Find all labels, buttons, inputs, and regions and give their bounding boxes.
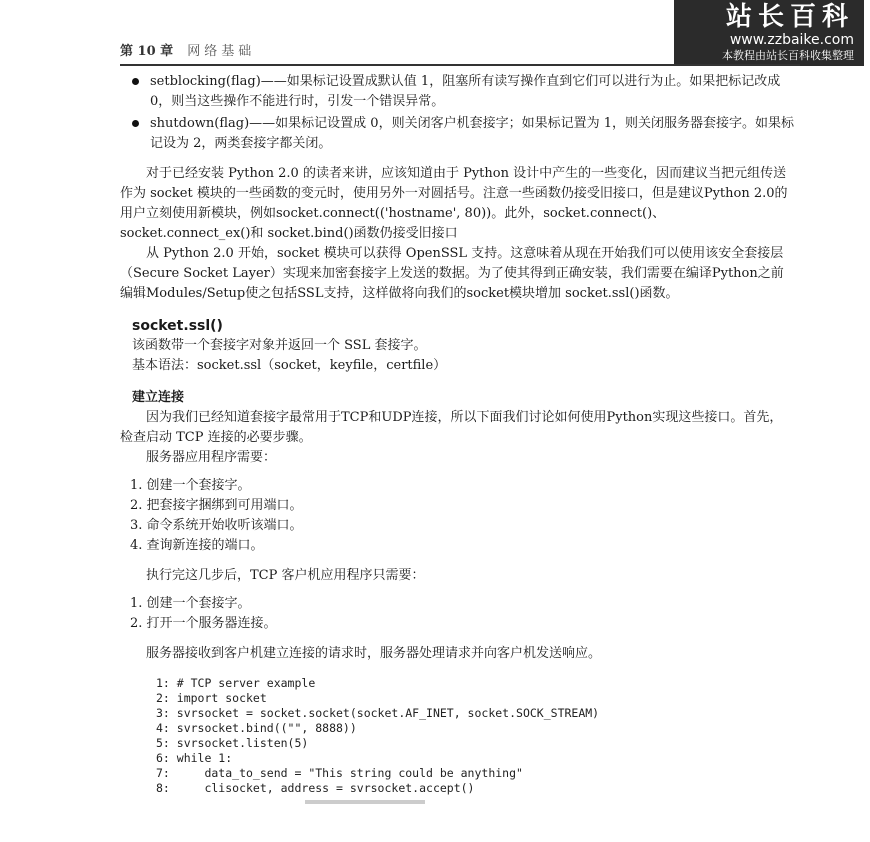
paragraph: 服务器接收到客户机建立连接的请求时，服务器处理请求并向客户机发送响应。 [146, 646, 602, 661]
chapter-label: 第 10 章 [120, 44, 174, 59]
function-title: socket.ssl() [132, 318, 223, 334]
section-label: 网络基础 [187, 44, 256, 59]
page-header [120, 40, 680, 59]
bullet-dot-icon [132, 78, 139, 85]
section-heading: 建立连接 [132, 390, 185, 405]
page-content [120, 72, 795, 796]
watermark-note: 本教程由站长百科收集整理 [722, 49, 854, 62]
code-line: 4: svrsocket.bind(("", 8888)) [156, 721, 357, 735]
list-item: 1. 创建一个套接字。 [130, 478, 251, 493]
header-divider [120, 64, 800, 66]
list-item: 4. 查询新连接的端口。 [130, 538, 264, 553]
code-line: 2: import socket [156, 691, 267, 705]
code-line: 3: svrsocket = socket.socket(socket.AF_INET, socket.SOCK_STREAM) [156, 706, 600, 720]
watermark-logo: 站长百科 [725, 2, 854, 32]
code-line: 1: # TCP server example [156, 676, 316, 690]
bullet-text: shutdown(flag)——如果标记设置成 0，则关闭客户机套接字；如果标记置为 1，则关闭服务器套接字。如果标记设为 2，两类套接字都关闭。 [150, 116, 794, 151]
code-line: 8: clisocket, address = svrsocket.accept() [156, 781, 475, 795]
code-block [156, 676, 795, 796]
watermark-url: www.zzbaike.com [729, 32, 854, 48]
server-steps-list [130, 476, 795, 556]
paragraph: 因为我们已经知道套接字最常用于TCP和UDP连接，所以下面我们讨论如何使用Python实现这些接口。首先，检查启动 TCP 连接的必要步骤。 [120, 410, 783, 445]
code-line: 6: while 1: [156, 751, 233, 765]
function-description: 该函数带一个套接字对象并返回一个 SSL 套接字。 [132, 338, 427, 353]
server-needs-label: 服务器应用程序需要： [146, 450, 277, 465]
code-line: 5: svrsocket.listen(5) [156, 736, 309, 750]
watermark [674, 0, 864, 66]
function-syntax: 基本语法：socket.ssl（socket，keyfile，certfile） [132, 358, 447, 373]
list-item: 2. 打开一个服务器连接。 [130, 616, 277, 631]
bullet-item [120, 114, 795, 154]
client-steps-list [130, 594, 795, 634]
bullet-item [120, 72, 795, 112]
paragraph: 从 Python 2.0 开始，socket 模块可以获得 OpenSSL 支持。这意味着从现在开始我们可以使用该安全套接层（Secure Socket Layer）实现来加密套接字上发送的数据。为了使其得到正确安装，我们需要在编译Python之前编辑Modules/Setup使之包括SSL支持，这样做将向我们的socket模块增加 socket.ssl()函数。 [120, 246, 784, 301]
list-item: 1. 创建一个套接字。 [130, 596, 251, 611]
code-line: 7: data_to_send = "This string could be anything" [156, 766, 523, 780]
list-item: 2. 把套接字捆绑到可用端口。 [130, 498, 303, 513]
bullet-dot-icon [132, 120, 139, 127]
list-item: 3. 命令系统开始收听该端口。 [130, 518, 303, 533]
paragraph: 对于已经安装 Python 2.0 的读者来讲，应该知道由于 Python 设计中产生的一些变化，因而建议当把元组传送作为 socket 模块的一些函数的变元时，使用另外一对圆括号。注意一些函数仍接受旧接口，但是建议Python 2.0的用户立刻使用新模块，例如socket.connect(('hostname', 80))。此外，socket.connect()、socket.connect_ex()和 socket.bind()函数仍接受旧接口 [120, 166, 788, 241]
bullet-text: setblocking(flag)——如果标记设置成默认值 1，阻塞所有读写操作直到它们可以进行为止。如果把标记改成 0，则当这些操作不能进行时，引发一个错误异常。 [150, 74, 781, 109]
footer-mark [305, 800, 425, 804]
paragraph: 执行完这几步后，TCP 客户机应用程序只需要： [146, 568, 425, 583]
